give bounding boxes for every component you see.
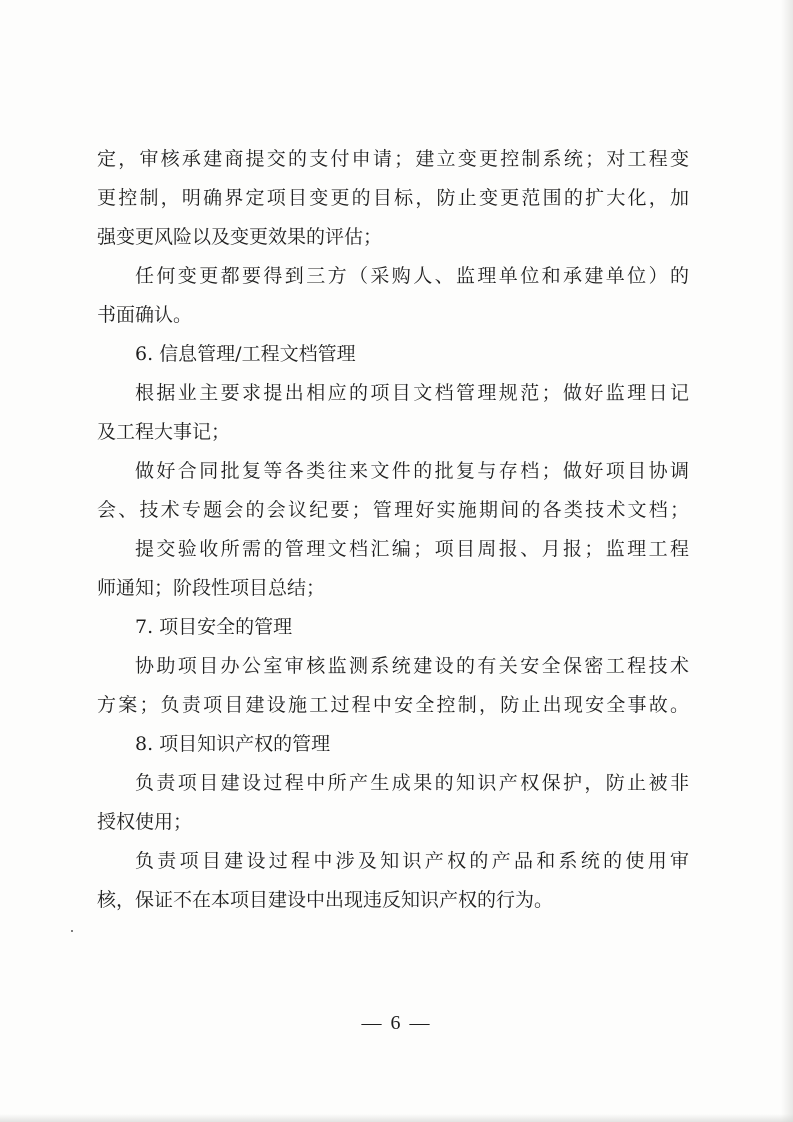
page-number: — 6 — <box>361 1012 432 1034</box>
section-heading: 8. 项目知识产权的管理 <box>135 733 331 755</box>
text-line: 提交验收所需的管理文档汇编；项目周报、月报；监理工程 <box>135 538 689 560</box>
scan-edge-right <box>781 0 793 1122</box>
text-line: 书面确认。 <box>97 304 193 326</box>
text-line: 协助项目办公室审核监测系统建设的有关安全保密工程技术 <box>135 655 689 677</box>
text-line: 及工程大事记； <box>97 421 231 443</box>
text-line: 根据业主要求提出相应的项目文档管理规范；做好监理日记 <box>135 382 689 404</box>
scan-speck <box>71 930 73 932</box>
text-line: 任何变更都要得到三方（采购人、监理单位和承建单位）的 <box>135 265 689 287</box>
text-line: 做好合同批复等各类往来文件的批复与存档；做好项目协调 <box>135 460 689 482</box>
text-line: 负责项目建设过程中涉及知识产权的产品和系统的使用审 <box>135 850 689 872</box>
text-line: 负责项目建设过程中所产生成果的知识产权保护，防止被非 <box>135 772 689 794</box>
body-text <box>97 140 689 920</box>
text-line: 授权使用； <box>97 811 193 833</box>
text-line: 方案；负责项目建设施工过程中安全控制，防止出现安全事故。 <box>97 694 689 716</box>
section-heading: 6. 信息管理/工程文档管理 <box>135 343 356 365</box>
scan-edge-bottom <box>0 1114 793 1122</box>
text-line: 核，保证不在本项目建设中出现违反知识产权的行为。 <box>97 889 554 911</box>
text-line: 师通知；阶段性项目总结； <box>97 577 326 599</box>
text-line: 更控制，明确界定项目变更的目标，防止变更范围的扩大化，加 <box>97 187 689 209</box>
text-line: 会、技术专题会的会议纪要；管理好实施期间的各类技术文档； <box>97 499 689 521</box>
section-heading: 7. 项目安全的管理 <box>135 616 293 638</box>
text-line: 强变更风险以及变更效果的评估； <box>97 226 383 248</box>
text-line: 定，审核承建商提交的支付申请；建立变更控制系统；对工程变 <box>97 148 689 170</box>
